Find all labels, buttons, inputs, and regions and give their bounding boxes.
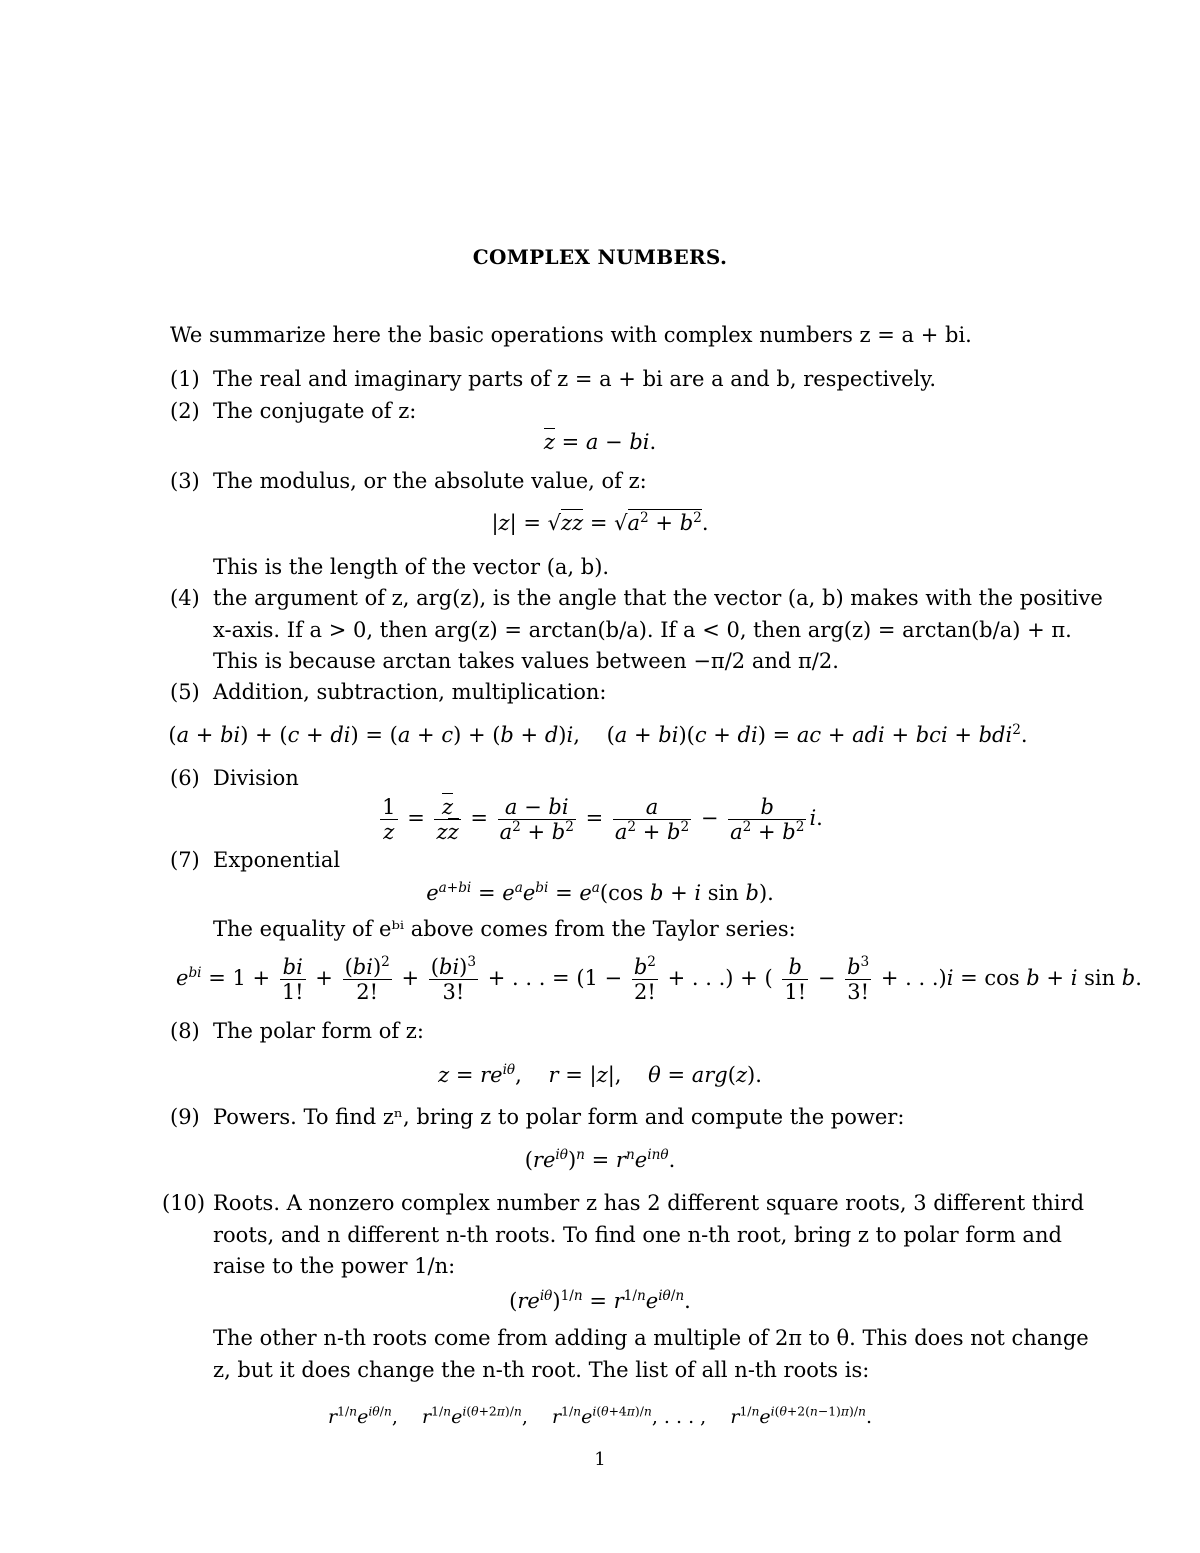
- item-number-2: (2): [170, 399, 200, 423]
- page-number: 1: [594, 1449, 606, 1470]
- equation-division: $\frac{1}{z}$ = $\frac{z}{zz}$ = $\frac{a - bi}{a^2 + b^2}$ = $\frac{a}{a^2 + b^2}$ − $\frac{b}{a^2 + b^2}$ i.: [382, 795, 823, 844]
- page-title: COMPLEX NUMBERS.: [472, 245, 728, 269]
- equation-root: $(re^{i\theta})^{1/n} = r^{1/n}e^{i\theta/n}$.: [509, 1287, 691, 1313]
- roots-line-5: z, but it does change the n-th root. The list of all n-th roots is:: [213, 1358, 870, 1382]
- equation-exponential: $e^{a+bi} = e^ae^{bi} = e^a(\cos$ b + i sin b).: [426, 879, 774, 905]
- item-number-7: (7): [170, 848, 200, 872]
- roots-line-3: raise to the power 1/n:: [213, 1254, 456, 1278]
- item-text-7: Exponential: [213, 848, 341, 872]
- item-text-4: the argument of z, arg(z), is the angle that the vector (a, b) makes with the positive: [213, 586, 1103, 610]
- item-text-6: Division: [213, 766, 299, 790]
- intro-paragraph: We summarize here the basic operations with complex numbers z = a + bi.: [170, 323, 972, 347]
- item-text-9: Powers. To find zⁿ, bring z to polar form and compute the power:: [213, 1105, 905, 1129]
- item-text-10: Roots. A nonzero complex number z has 2 different square roots, 3 different third: [213, 1191, 1085, 1215]
- equation-roots-list: $r^{1/n}e^{i\theta/n}$, $r^{1/n}e^{i(\theta+2\pi)/n}$, $r^{1/n}e^{i(\theta+4\pi)/n}$, . . . , $r^{1/n}e^{i(\theta+2(n-1)\pi)/n}$.: [328, 1404, 872, 1428]
- argument-line-2: x-axis. If a > 0, then arg(z) = arctan(b/a). If a < 0, then arg(z) = arctan(b/a) + π.: [213, 618, 1072, 642]
- item-number-3: (3): [170, 469, 200, 493]
- item-number-8: (8): [170, 1019, 200, 1043]
- roots-line-4: The other n-th roots come from adding a multiple of 2π to θ. This does not change: [213, 1326, 1089, 1350]
- item-text-3: The modulus, or the absolute value, of z:: [213, 469, 647, 493]
- item-text-8: The polar form of z:: [213, 1019, 424, 1043]
- equation-polar-form: $z = re^{i\theta}$, r = |z|, θ = arg(z).: [438, 1061, 762, 1087]
- taylor-intro: The equality of eᵇⁱ above comes from the Taylor series:: [213, 917, 796, 941]
- equation-taylor-series: $e^{bi} = 1$ + $\frac{bi}{1!}$ + $\frac{(bi)^2}{2!}$ + $\frac{(bi)^3}{3!}$ + . . . = (1 − $\frac{b^2}{2!}$ + . . .) + ( $\frac{b}{1!}$ − $\frac{b^3}{3!}$ + . . .)i = cos b + i sin b.: [176, 953, 1142, 1004]
- equation-addition-multiplication: (a + bi) + (c + di) = (a + c) + (b + d)i, (a + bi)(c + di) = ac + adi + bci + bdi$^2$.: [168, 721, 1028, 747]
- item-number-5: (5): [170, 680, 200, 704]
- argument-line-3: This is because arctan takes values between −π/2 and π/2.: [213, 649, 839, 673]
- modulus-note: This is the length of the vector (a, b).: [213, 555, 610, 579]
- item-number-4: (4): [170, 586, 200, 610]
- item-number-1: (1): [170, 367, 200, 391]
- equation-conjugate: z = a − bi.: [543, 430, 657, 454]
- item-number-6: (6): [170, 766, 200, 790]
- item-number-10: (10): [162, 1191, 206, 1215]
- item-text-5: Addition, subtraction, multiplication:: [213, 680, 607, 704]
- equation-powers: $(re^{i\theta})^n = r^ne^{in\theta}$.: [524, 1146, 676, 1172]
- item-text-2: The conjugate of z:: [213, 399, 417, 423]
- item-text-1: The real and imaginary parts of z = a + bi are a and b, respectively.: [213, 367, 937, 391]
- roots-line-2: roots, and n different n-th roots. To find one n-th root, bring z to polar form and: [213, 1223, 1062, 1247]
- item-number-9: (9): [170, 1105, 200, 1129]
- equation-modulus: $|z| = √zz = √a^2 + b^2$.: [491, 509, 709, 535]
